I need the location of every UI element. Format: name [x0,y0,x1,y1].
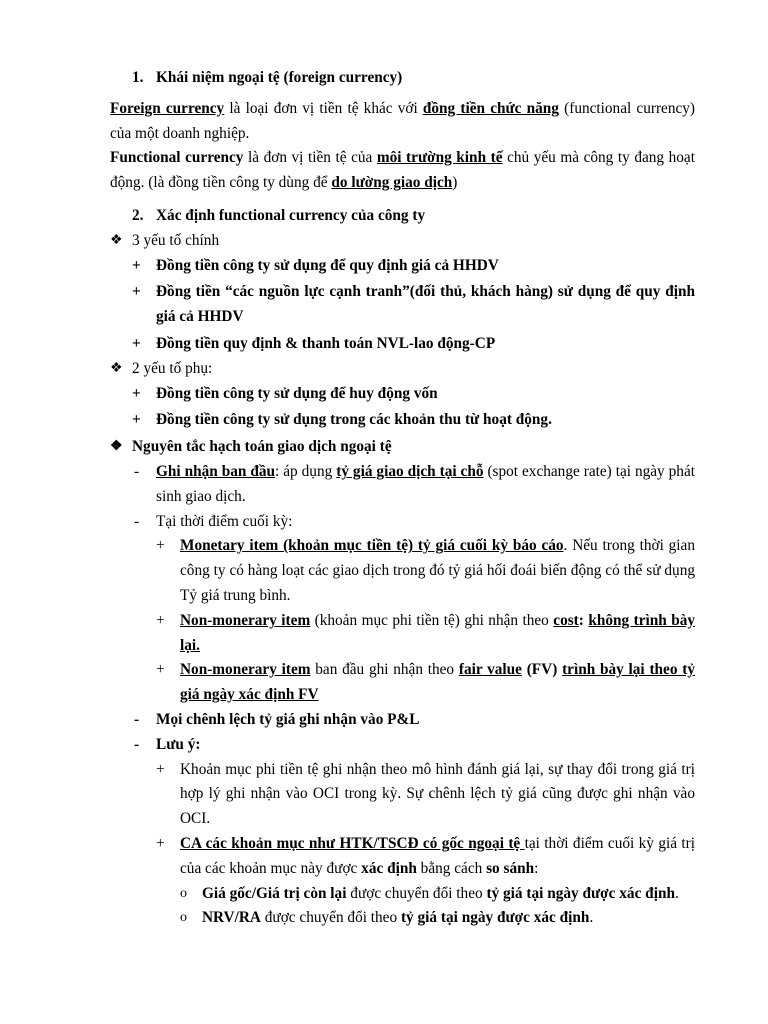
item-text: ban đầu ghi nhận theo [310,661,459,679]
plus-bullet-icon: + [132,256,141,274]
four-diamond-bullet-icon: ❖ [110,439,123,455]
term-nonmonetary-item: Non-monerary item [180,661,311,679]
document-page [110,66,695,931]
item-text: : [534,859,539,877]
term-ca-items: CA các khoản mục như HTK/TSCĐ có gốc ngoại tệ [180,834,525,852]
term-compare: so sánh [486,859,535,877]
plus-bullet-icon: + [132,411,141,429]
term-rate-on-date: tỷ giá tại ngày được xác định [400,909,590,927]
period-end-item [110,510,695,535]
list-item-text: Đồng tiền quy định & thanh toán NVL-lao động-CP [156,334,496,352]
list-item-text: Đồng tiền công ty sử dụng để huy động vốn [156,384,438,402]
section-1-heading [110,66,695,91]
section-2-number: 2. [132,206,144,224]
item-text: được chuyển đổi theo [346,884,487,902]
main-factors-label [110,229,695,254]
item-text: tại thời điểm cuối kỳ giá trị của các khoản mục này được [180,834,696,877]
plus-bullet-icon: + [156,834,165,852]
term-foreign-currency: Foreign currency [110,99,225,117]
item-text: . [674,884,679,902]
item-text: bằng cách [416,859,487,877]
section-1-number: 1. [132,69,144,86]
sub-factor-item [110,382,695,407]
list-item-text: Đồng tiền công ty sử dụng để quy định giá cả HHDV [156,256,499,274]
list-item-text: Đồng tiền “các nguồn lực cạnh tranh”(đối thủ, khách hàng) sử dụng để quy định giá cả HHDV [156,283,695,326]
note-sub-item [110,882,695,907]
item-text: Khoản mục phi tiền tệ ghi nhận theo mô hình đánh giá lại, sự thay đổi trong giá trị hợp lý ghi nhận vào OCI trong kỳ. Sự chênh lệch tỷ giá cũng được ghi nhận vào OCI. [180,760,695,828]
dash-bullet-icon: - [134,462,140,480]
plus-bullet-icon: + [132,384,141,402]
sub-factor-item [110,408,695,433]
term-rate-on-date: tỷ giá tại ngày được xác định [486,884,675,902]
list-label: 2 yếu tố phụ: [132,359,213,377]
note-item [110,733,695,758]
circle-bullet-icon: o [180,885,187,901]
item-text: . Nếu trong thời gian công ty có hàng loạt các giao dịch trong đó tỷ giá hối đoái biến động có thể sử dụng Tỷ giá trung bình. [180,537,695,604]
monetary-item [110,534,695,608]
plus-bullet-icon: + [132,283,141,301]
item-text: được chuyển đổi theo [260,909,401,927]
item-text: (spot exchange rate) tại ngày phát sinh giao dịch. [156,462,695,505]
item-text: : [578,611,589,629]
main-factor-item [110,332,695,357]
item-text: Tại thời điểm cuối kỳ: [156,512,293,530]
four-diamond-bullet-icon: ❖ [110,360,123,376]
term-functional-currency: Functional currency [110,149,244,167]
item-text: Mọi chênh lệch tỷ giá ghi nhận vào P&L [156,710,420,728]
dash-bullet-icon: - [134,710,140,728]
term-initial-recognition: Ghi nhận ban đầu [156,462,276,480]
item-text: : áp dụng [275,462,337,480]
sub-factors-label [110,357,695,382]
term-cost: cost [553,611,579,629]
term-determined: xác định [361,859,417,877]
functional-currency-definition [110,146,695,196]
item-text: Lưu ý: [156,735,201,753]
nonmonetary-cost-item [110,609,695,659]
definition-text: ) [452,174,458,192]
term-not-restated: không trình bày lại. [180,611,695,654]
plus-bullet-icon: + [132,334,141,352]
item-text: . [589,909,594,927]
term-restated-fv: trình bày lại theo tỷ giá ngày xác định FV [180,661,695,704]
term-fair-value: fair value [458,661,522,679]
pl-item [110,708,695,733]
principles-heading [110,435,695,460]
definition-text: là đơn vị tiền tệ của [243,149,377,167]
item-text: (FV) [521,661,563,679]
definition-text: (functional currency) của một doanh nghiệp. [110,99,696,142]
foreign-currency-definition [110,97,695,147]
term-economic-environment: môi trường kinh tế [376,149,503,167]
definition-text: chủ yếu mà công ty đang hoạt động. (là đồng tiền công ty dùng để [110,149,695,192]
term-functional-currency-vn: đồng tiền chức năng [422,99,559,117]
term-measure-transactions: do lường giao dịch [331,174,453,192]
plus-bullet-icon: + [156,611,165,629]
note-ca-item [110,832,695,882]
section-1-title: Khái niệm ngoại tệ (foreign currency) [156,69,403,86]
term-nrv-ra: NRV/RA [202,909,261,927]
term-spot-rate: tỷ giá giao dịch tại chỗ [336,462,484,480]
principles-title: Nguyên tắc hạch toán giao dịch ngoại tệ [132,438,392,456]
dash-bullet-icon: - [134,735,140,753]
initial-recognition-item [110,460,695,510]
list-item-text: Đồng tiền công ty sử dụng trong các khoản thu từ hoạt động. [156,411,552,429]
section-2-heading [110,204,695,229]
main-factor-item [110,254,695,279]
plus-bullet-icon: + [156,661,165,679]
term-monetary-item: Monetary item (khoản mục tiền tệ) tỷ giá cuối kỳ báo cáo [180,537,564,555]
circle-bullet-icon: o [180,910,187,926]
section-2-title: Xác định functional currency của công ty [156,206,426,224]
note-oci-item [110,758,695,832]
note-sub-item [110,906,695,931]
plus-bullet-icon: + [156,760,165,778]
four-diamond-bullet-icon: ❖ [110,232,123,248]
term-nonmonetary-item: Non-monerary item [180,611,311,629]
term-original-cost: Giá gốc/Giá trị còn lại [202,884,347,902]
plus-bullet-icon: + [156,537,165,555]
list-label: 3 yếu tố chính [132,231,220,249]
main-factor-item [110,280,695,330]
nonmonetary-fv-item [110,658,695,708]
dash-bullet-icon: - [134,512,140,530]
item-text: (khoản mục phi tiền tệ) ghi nhận theo [310,611,554,629]
definition-text: là loại đơn vị tiền tệ khác với [224,99,423,117]
